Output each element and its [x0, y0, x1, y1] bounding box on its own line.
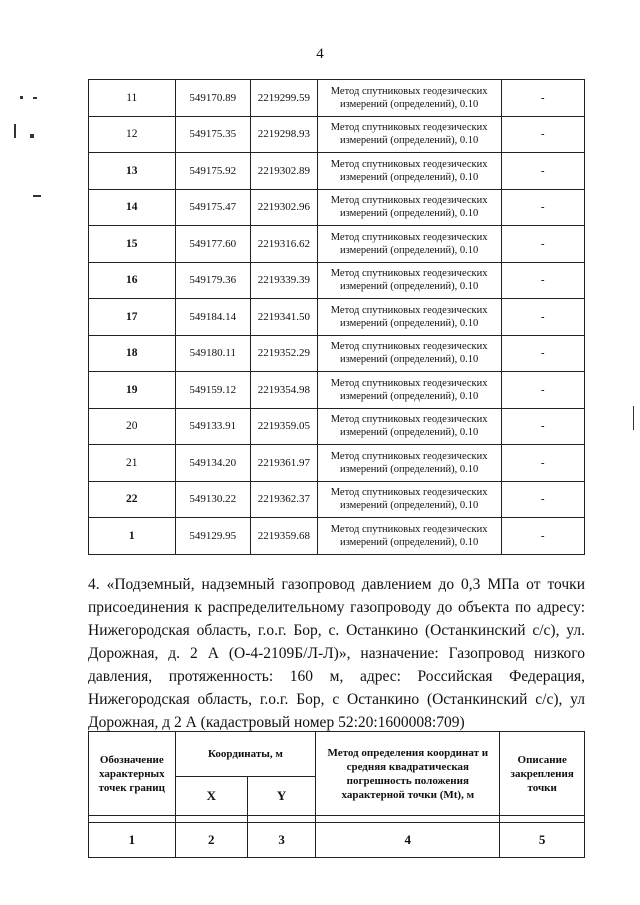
table-row [89, 153, 585, 190]
table-row [89, 372, 585, 409]
point-number: 22 [89, 481, 176, 518]
point-number: 13 [89, 153, 176, 190]
coordinate-y: 2219298.93 [251, 116, 318, 153]
coordinate-x: 549180.11 [175, 335, 250, 372]
coordinate-x: 549177.60 [175, 226, 250, 263]
coordinates-header-table [88, 731, 585, 858]
object-description: 4. «Подземный, надземный газопровод давлением до 0,3 МПа от точки присоединения к распределительному газопроводу до объекта по адресу: Нижегородская область, г.о.г. Бор, с. Останкино (Останкинский с/с), ул. Дорожная, д. 2 А (О-4-2109Б/Л-Л)», назначение: Газопровод низкого давления, протяженность: 160 м, адрес: Российская Федерация, Нижегородская область, г.о.г. Бор, с Останкино (Останкинский с/с), ул Дорожная, д 2 А (кадастровый номер 52:20:1600008:709) [88, 576, 585, 731]
table-row [89, 262, 585, 299]
column-number: 2 [175, 823, 247, 858]
column-number: 4 [316, 823, 500, 858]
coordinate-y: 2219299.59 [251, 80, 318, 117]
coordinate-x: 549130.22 [175, 481, 250, 518]
method-cell: Метод спутниковых геодезических измерений (определений), 0.10 [317, 262, 501, 299]
header-y: Y [247, 777, 315, 816]
point-number: 17 [89, 299, 176, 336]
method-cell: Метод спутниковых геодезических измерений (определений), 0.10 [317, 226, 501, 263]
coordinate-x: 549184.14 [175, 299, 250, 336]
method-cell: Метод спутниковых геодезических измерений (определений), 0.10 [317, 80, 501, 117]
scan-mark [14, 124, 16, 138]
table-row [89, 189, 585, 226]
table-row [89, 445, 585, 482]
header-x: X [175, 777, 247, 816]
coordinate-y: 2219354.98 [251, 372, 318, 409]
header-gap [89, 816, 585, 823]
method-cell: Метод спутниковых геодезических измерений (определений), 0.10 [317, 445, 501, 482]
coordinate-x: 549159.12 [175, 372, 250, 409]
coordinate-x: 549170.89 [175, 80, 250, 117]
description-cell: - [501, 335, 585, 372]
table-row [89, 335, 585, 372]
description-cell: - [501, 372, 585, 409]
header-method: Метод определения координат и средняя квадратическая погрешность положения характерной точки (Mt), м [316, 732, 500, 816]
method-cell: Метод спутниковых геодезических измерений (определений), 0.10 [317, 299, 501, 336]
coordinate-y: 2219362.37 [251, 481, 318, 518]
scan-mark [633, 406, 634, 430]
coordinate-x: 549175.47 [175, 189, 250, 226]
description-cell: - [501, 299, 585, 336]
method-cell: Метод спутниковых геодезических измерений (определений), 0.10 [317, 335, 501, 372]
description-cell: - [501, 189, 585, 226]
table-row [89, 408, 585, 445]
point-number: 20 [89, 408, 176, 445]
method-cell: Метод спутниковых геодезических измерений (определений), 0.10 [317, 481, 501, 518]
description-cell: - [501, 80, 585, 117]
method-cell: Метод спутниковых геодезических измерений (определений), 0.10 [317, 518, 501, 555]
coordinate-y: 2219302.96 [251, 189, 318, 226]
point-number: 21 [89, 445, 176, 482]
description-cell: - [501, 408, 585, 445]
coordinate-y: 2219341.50 [251, 299, 318, 336]
point-number: 1 [89, 518, 176, 555]
description-cell: - [501, 262, 585, 299]
coordinate-y: 2219316.62 [251, 226, 318, 263]
description-cell: - [501, 226, 585, 263]
coordinate-y: 2219302.89 [251, 153, 318, 190]
coordinate-x: 549129.95 [175, 518, 250, 555]
coordinate-y: 2219352.29 [251, 335, 318, 372]
scan-mark [33, 195, 41, 197]
table-row [89, 299, 585, 336]
description-cell: - [501, 518, 585, 555]
description-cell: - [501, 116, 585, 153]
table-row [89, 481, 585, 518]
column-number: 1 [89, 823, 176, 858]
header-description: Описание закрепления точки [500, 732, 585, 816]
scan-mark [33, 97, 37, 99]
coordinate-y: 2219339.39 [251, 262, 318, 299]
point-number: 16 [89, 262, 176, 299]
table-row [89, 80, 585, 117]
page-number: 4 [316, 46, 324, 62]
description-cell: - [501, 445, 585, 482]
scan-mark [20, 96, 23, 99]
description-cell: - [501, 153, 585, 190]
method-cell: Метод спутниковых геодезических измерений (определений), 0.10 [317, 408, 501, 445]
column-number: 3 [247, 823, 315, 858]
coordinate-y: 2219359.05 [251, 408, 318, 445]
point-number: 12 [89, 116, 176, 153]
coordinate-x: 549179.36 [175, 262, 250, 299]
table-row [89, 518, 585, 555]
method-cell: Метод спутниковых геодезических измерений (определений), 0.10 [317, 153, 501, 190]
table-row [89, 116, 585, 153]
header-coordinates: Координаты, м [175, 732, 316, 777]
point-number: 15 [89, 226, 176, 263]
method-cell: Метод спутниковых геодезических измерений (определений), 0.10 [317, 189, 501, 226]
coordinate-x: 549175.35 [175, 116, 250, 153]
table-row [89, 226, 585, 263]
point-number: 18 [89, 335, 176, 372]
coordinates-table [88, 79, 585, 555]
header-point-label: Обозначение характерных точек границ [89, 732, 176, 816]
column-number: 5 [500, 823, 585, 858]
coordinate-x: 549133.91 [175, 408, 250, 445]
description-cell: - [501, 481, 585, 518]
coordinate-y: 2219359.68 [251, 518, 318, 555]
scan-mark [30, 134, 34, 138]
point-number: 14 [89, 189, 176, 226]
coordinate-x: 549134.20 [175, 445, 250, 482]
coordinate-x: 549175.92 [175, 153, 250, 190]
point-number: 11 [89, 80, 176, 117]
method-cell: Метод спутниковых геодезических измерений (определений), 0.10 [317, 116, 501, 153]
method-cell: Метод спутниковых геодезических измерений (определений), 0.10 [317, 372, 501, 409]
coordinate-y: 2219361.97 [251, 445, 318, 482]
point-number: 19 [89, 372, 176, 409]
